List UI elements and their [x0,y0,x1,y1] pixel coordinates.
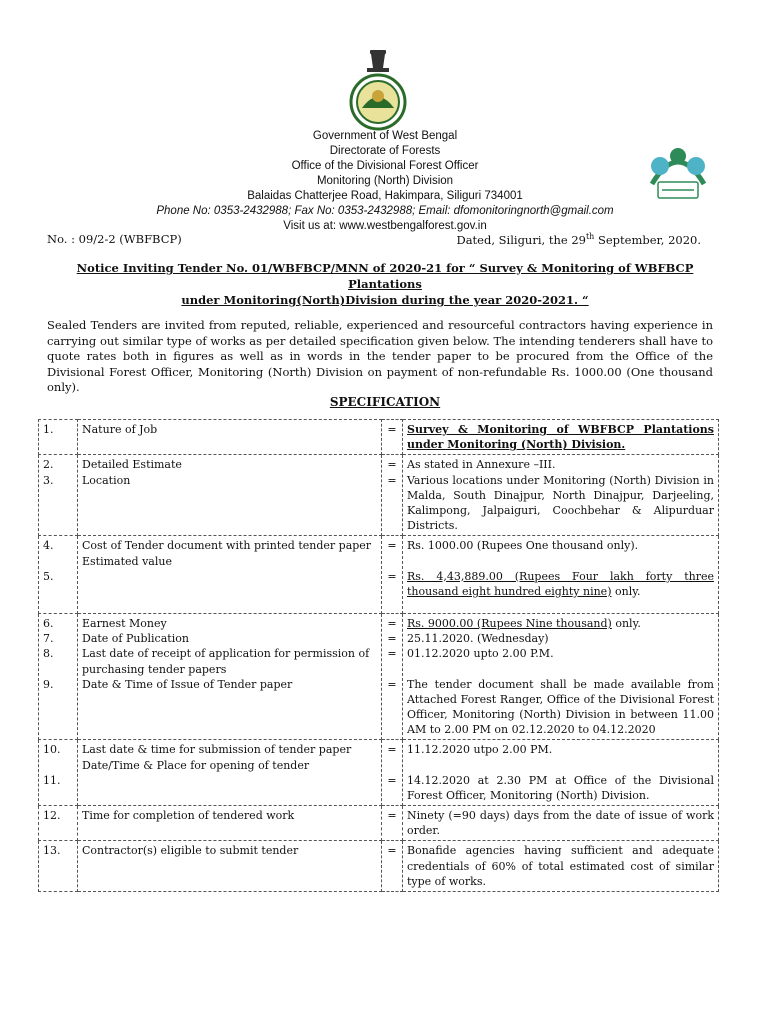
table-row: 13. Contractor(s) eligible to submit tender = Bonafide agencies having sufficient and adequate credentials of 60% of total estimated cost of similar type of works. [39,841,719,892]
specification-table [38,419,719,892]
notice-title: Notice Inviting Tender No. 01/WBFBCP/MNN of 2020-21 for “ Survey & Monitoring of WBFBCP Plantations under Monitoring(North)Division during the year 2020-2021. “ [76,261,694,307]
table-row: 2. 3. Detailed Estimate Location = = As stated in Annexure –III. Various locations under Monitoring (North) Division in Malda, South Dinajpur, North Dinajpur, Darjeeling, Kalimpong, Jalpaiguri, Coochbehar & Alipurduar Districts. [39,455,719,536]
intro-paragraph: Sealed Tenders are invited from reputed, reliable, experienced and resourceful contractors having experience in carrying out similar type of works as per detailed specification given below. The intending tenderers shall have to quote rates both in figures as well as in words in the tender paper to be procured from the Office of the Divisional Forest Officer, Monitoring (North) Division on payment of non-refundable Rs. 1000.00 (One thousand only). [47,318,713,394]
memo-date: Dated, Siliguri, the 29th September, 2020. [456,232,701,247]
header-address: Balaidas Chatterjee Road, Hakimpara, Siliguri 734001 [247,190,523,202]
office-header [0,129,770,234]
table-row: 10. 11. Last date & time for submission of tender paper Date/Time & Place for opening of tender = = 11.12.2020 utpo 2.00 PM. 14.12.2020 at 2.30 PM at Office of the Divisional Forest Officer, Monitoring (North) Division. [39,740,719,806]
header-government: Government of West Bengal [312,130,458,142]
table-row: 4. 5. Cost of Tender document with printed tender paper Estimated value = = Rs. 1000.00 (Rupees One thousand only). Rs. 4,43,889.00 (Rupees Four lakh forty three thousand eight hundred eighty nine) only. [39,536,719,614]
header-directorate: Directorate of Forests [329,145,441,157]
header-website: Visit us at: www.westbengalforest.gov.in [283,220,487,232]
header-office: Office of the Divisional Forest Officer [291,160,479,172]
table-row: 12. Time for completion of tendered work = Ninety (=90 days) days from the date of issue of work order. [39,806,719,841]
west-bengal-emblem [340,48,416,132]
table-row: 6. 7. 8. 9. Earnest Money Date of Publication Last date of receipt of application for permission of purchasing tender papers Date & Time of Issue of Tender paper = = = = Rs. 9000.00 (Rupees Nine thousand) only. 25.11.2020. (Wednesday) 01.12.2020 upto 2.00 P.M. The tender document shall be made available from Attached Forest Ranger, Office of the Divisional Forest Officer, Monitoring (North) Division in between 11.00 AM to 2.00 PM on 02.12.2020 to 04.12.2020 [39,614,719,740]
memo-number: No. : 09/2-2 (WBFBCP) [47,232,182,246]
specification-heading: SPECIFICATION [329,395,441,409]
table-row: 1. Nature of Job = Survey & Monitoring of WBFBCP Plantations under Monitoring (North) Division. [39,420,719,455]
header-division: Monitoring (North) Division [316,175,454,187]
header-contact: Phone No: 0353-2432988; Fax No: 0353-2432988; Email: dfomonitoringnorth@gmail.com [156,205,614,217]
